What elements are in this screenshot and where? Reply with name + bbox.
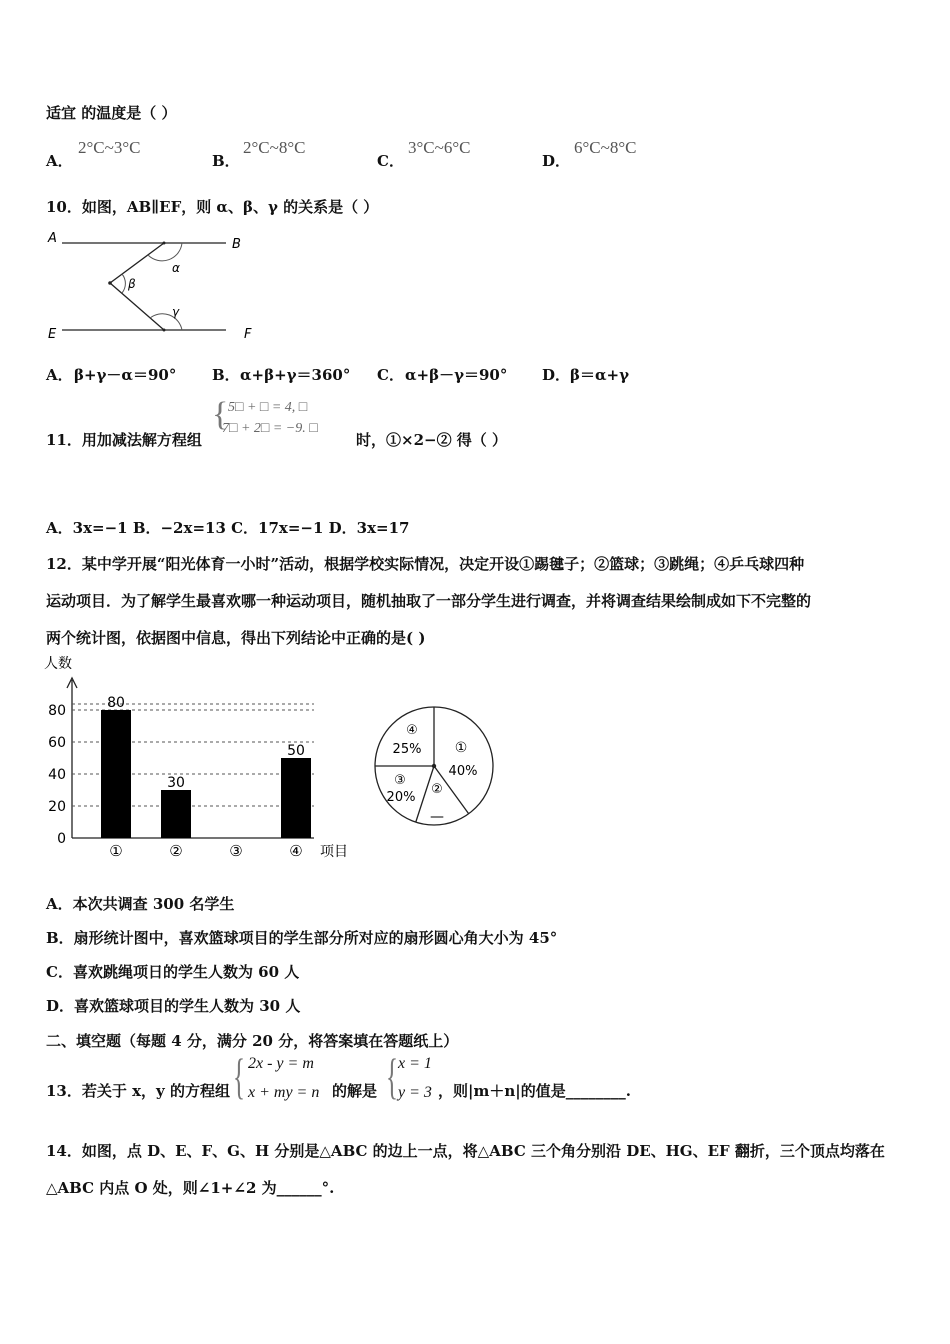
bar-2	[161, 790, 191, 838]
q9-option-b-letter: B．	[212, 152, 240, 170]
q11-brace: {	[212, 396, 229, 433]
q13-sys1-eq1: 2x - y = m	[248, 1055, 314, 1072]
q13-prefix: 13．若关于 x，y 的方程组	[46, 1082, 230, 1100]
ytick-40: 40	[48, 767, 66, 783]
label-a: A	[48, 231, 57, 246]
q10-option-d-letter: D．	[542, 366, 571, 384]
q10-option-a-letter: A．	[46, 366, 73, 384]
arc-beta	[122, 274, 125, 293]
q10-option-a-text: β+γ－α＝90°	[74, 366, 177, 384]
q12-option-d: D．喜欢篮球项目的学生人数为 30 人	[46, 997, 301, 1015]
ytick-80: 80	[48, 703, 66, 719]
bar-chart-xlabel: 项目	[320, 844, 348, 860]
q9-option-d-text: 6°C~8°C	[574, 138, 637, 157]
pie-value-3: 20%	[386, 790, 416, 805]
pie-value-4: 25%	[392, 742, 422, 757]
q10-parallel-lines-figure	[44, 228, 264, 346]
q9-option-a-text: 2°C~3°C	[78, 138, 141, 157]
q9-option-c-text: 3°C~6°C	[408, 138, 471, 157]
q11-prefix: 11．用加减法解方程组	[46, 431, 202, 449]
q12-option-b: B．扇形统计图中，喜欢篮球项目的学生部分所对应的扇形圆心角大小为 45°	[46, 929, 558, 947]
q12-option-a: A．本次共调查 300 名学生	[46, 895, 235, 913]
bar-1	[101, 710, 131, 838]
section-2-title: 二、填空题（每题 4 分，满分 20 分，将答案填在答题纸上）	[46, 1032, 459, 1050]
q11-options: A．3x=−1 B．−2x=13 C．17x=−1 D．3x=17	[46, 519, 410, 537]
q13-sys1-eq2: x + my = n	[248, 1084, 320, 1101]
label-e: E	[48, 327, 57, 342]
q11-eq2: 7□ + 2□ = −9. □	[222, 421, 318, 436]
bar-label-2: 30	[167, 775, 185, 791]
q9-option-a-letter: A．	[46, 152, 73, 170]
q9-stem-tail: 适宜 的温度是（ ）	[46, 104, 177, 122]
bar-label-1: 80	[107, 695, 125, 711]
label-beta: β	[128, 277, 136, 291]
q10-option-b-text: α+β+γ＝360°	[240, 366, 351, 384]
bar-label-4: 50	[287, 743, 305, 759]
q13-middle: 的解是	[332, 1082, 378, 1100]
arc-alpha	[148, 243, 182, 261]
category-4: ④	[289, 842, 303, 860]
q12-option-c: C．喜欢跳绳项日的学生人数为 60 人	[46, 963, 300, 981]
q13-brace-2: {	[386, 1048, 398, 1104]
q9-option-b-text: 2°C~8°C	[243, 138, 306, 157]
ytick-20: 20	[48, 799, 66, 815]
pie-blank: —	[430, 809, 444, 825]
category-2: ②	[169, 842, 183, 860]
q13-suffix: ，则|m＋n|的值是________.	[438, 1082, 631, 1100]
q12-stem-line2: 运动项目．为了解学生最喜欢哪一种运动项目，随机抽取了一部分学生进行调查，并将调查结果绘制成如下不完整的	[46, 592, 812, 610]
label-gamma: γ	[172, 305, 180, 319]
segment-lower	[110, 283, 164, 330]
category-3: ③	[229, 842, 243, 860]
q12-stem-line3: 两个统计图，依据图中信息，得出下列结论中正确的是( )	[46, 629, 426, 647]
q13-sys2-eq1: x = 1	[398, 1055, 432, 1072]
ytick-0: 0	[57, 831, 66, 847]
q11-eq1: 5□ + □ = 4, □	[228, 400, 308, 415]
bar-chart-ylabel: 人数	[44, 656, 72, 672]
q13-brace-1: {	[233, 1048, 245, 1104]
q14-stem-line1: 14．如图，点 D、E、F、G、H 分别是△ABC 的边上一点，将△ABC 三个角分别沿 DE、HG、EF 翻折，三个顶点均落在	[46, 1142, 885, 1160]
pie-chart	[370, 702, 498, 830]
q14-stem-line2: △ABC 内点 O 处，则∠1+∠2 为______°.	[46, 1179, 335, 1197]
pie-label-3: ③	[394, 773, 406, 788]
pie-label-1: ①	[454, 740, 468, 756]
q10-stem: 10．如图，AB∥EF，则 α、β、γ 的关系是（ ）	[46, 198, 379, 216]
segment-upper	[110, 243, 164, 283]
q13-sys2-eq2: y = 3	[398, 1084, 432, 1101]
label-f: F	[244, 327, 252, 342]
label-b: B	[232, 237, 241, 252]
ytick-60: 60	[48, 735, 66, 751]
q10-option-c-text: α+β－γ＝90°	[405, 366, 508, 384]
q9-option-c-letter: C．	[377, 152, 404, 170]
q10-option-b-letter: B．	[212, 366, 240, 384]
q11-suffix: 时，①×2−② 得（ ）	[356, 431, 508, 449]
pie-label-2: ②	[431, 782, 443, 797]
q9-option-d-letter: D．	[542, 152, 571, 170]
label-alpha: α	[172, 261, 180, 275]
bar-4	[281, 758, 311, 838]
q12-stem-line1: 12．某中学开展“阳光体育一小时”活动，根据学校实际情况，决定开设①踢毽子；②篮球；③跳绳；④乒乓球四种	[46, 555, 805, 573]
pie-value-1: 40%	[448, 764, 478, 779]
q10-option-c-letter: C．	[377, 366, 404, 384]
pie-label-4: ④	[406, 723, 418, 738]
pie-center	[432, 764, 436, 768]
q10-option-d-text: β＝α+γ	[570, 366, 629, 384]
bar-chart	[40, 652, 360, 864]
category-1: ①	[109, 842, 123, 860]
